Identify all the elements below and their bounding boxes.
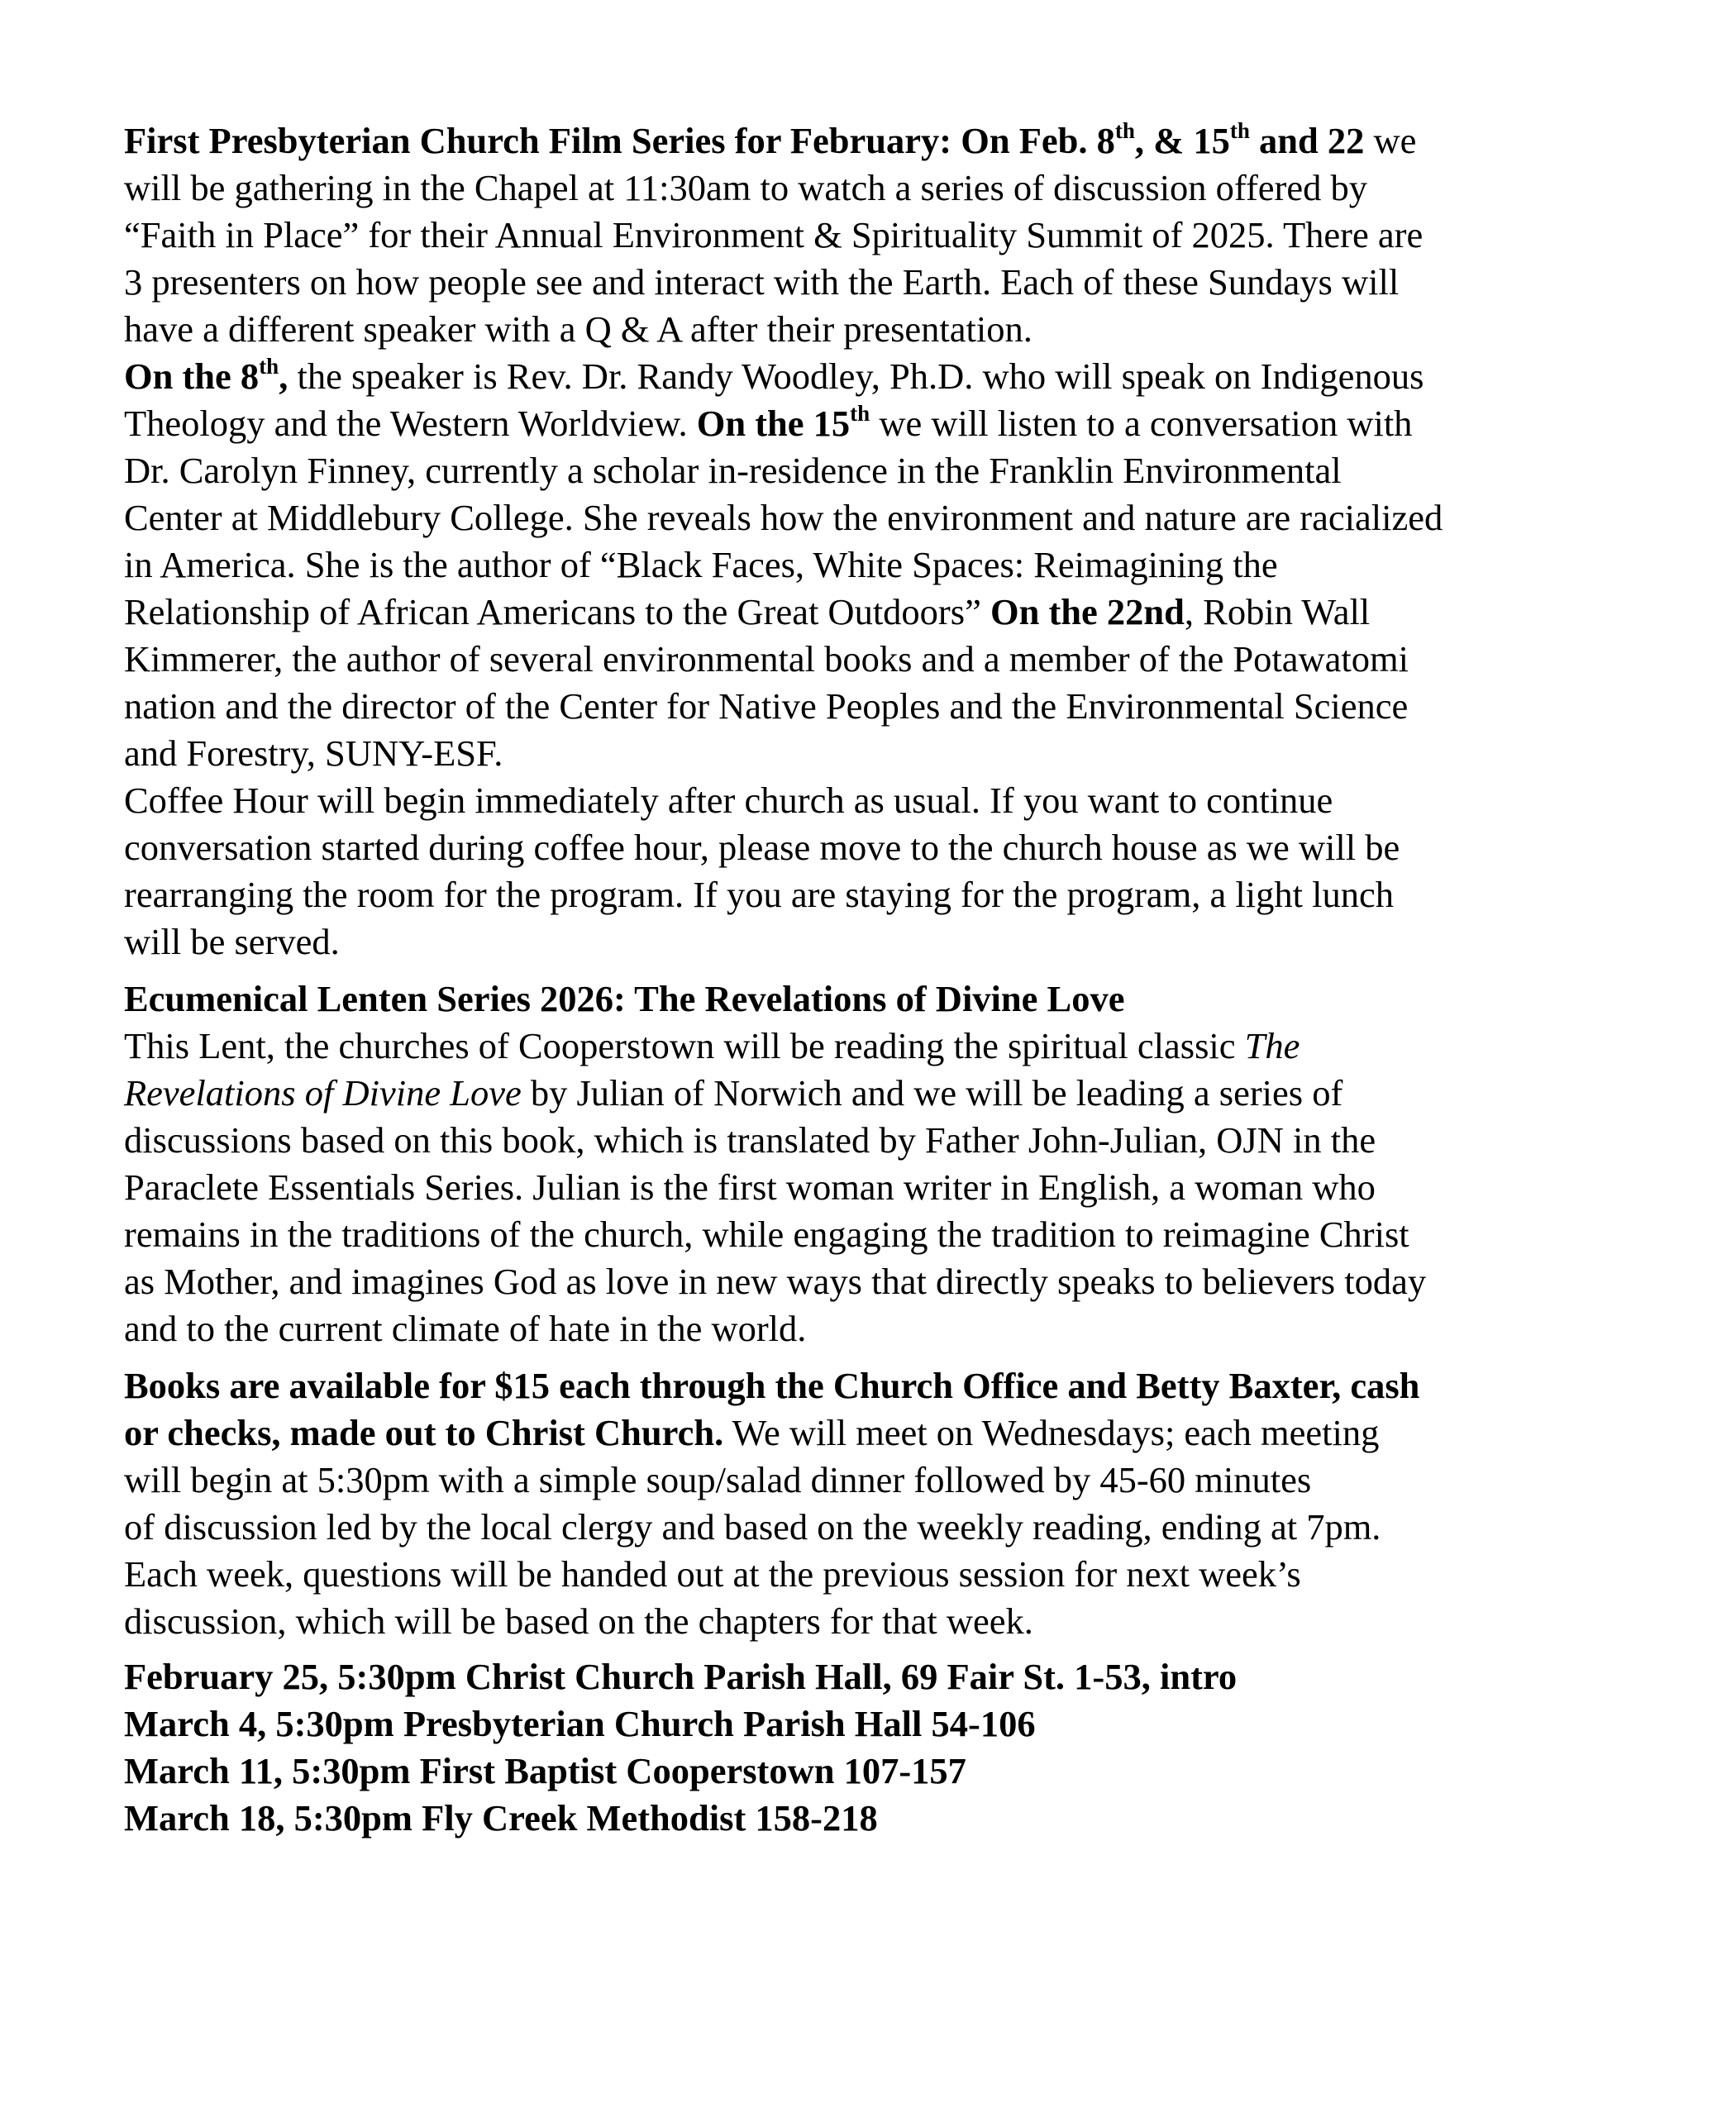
- film-line-6: On the 8th, the speaker is Rev. Dr. Randy Woodley, Ph.D. who will speak on Indigenous: [124, 354, 1424, 397]
- film-line-13: nation and the director of the Center for Native Peoples and the Environmental Science: [124, 685, 1409, 727]
- books-line-2: or checks, made out to Christ Church. We will meet on Wednesdays; each meeting: [124, 1412, 1380, 1453]
- schedule-item: March 11, 5:30pm First Baptist Cooperstown 107-157: [124, 1750, 966, 1791]
- date-label-15th: On the 15th: [696, 401, 870, 444]
- film-line-3: “Faith in Place” for their Annual Environment & Spirituality Summit of 2025. There are: [124, 214, 1424, 255]
- film-line-14: and Forestry, SUNY-ESF.: [124, 732, 503, 774]
- film-series-section: [124, 117, 1612, 966]
- book-title-end: Revelations of Divine Love: [124, 1072, 522, 1114]
- books-line-6: discussion, which will be based on the chapters for that week.: [124, 1600, 1033, 1642]
- lenten-series-section: [124, 975, 1612, 1352]
- film-line-1: First Presbyterian Church Film Series for February: On Feb. 8th, & 15th and 22 we: [124, 118, 1417, 161]
- lenten-line-2: Revelations of Divine Love by Julian of Norwich and we will be leading a series of: [124, 1072, 1343, 1114]
- lenten-line-7: and to the current climate of hate in the world.: [124, 1308, 807, 1349]
- film-line-5: have a different speaker with a Q & A after their presentation.: [124, 308, 1033, 350]
- schedule-item: February 25, 5:30pm Christ Church Parish Hall, 69 Fair St. 1-53, intro: [124, 1656, 1238, 1697]
- date-label-22nd: On the 22nd: [990, 591, 1185, 632]
- books-section: [124, 1362, 1612, 1645]
- film-line-7: Theology and the Western Worldview. On the 15th we will listen to a conversation with: [124, 401, 1413, 444]
- film-line-8: Dr. Carolyn Finney, currently a scholar in-residence in the Franklin Environmental: [124, 450, 1342, 491]
- film-line-16: conversation started during coffee hour, please move to the church house as we will be: [124, 827, 1400, 868]
- lenten-line-4: Paraclete Essentials Series. Julian is the first woman writer in English, a woman who: [124, 1166, 1376, 1208]
- film-line-12: Kimmerer, the author of several environmental books and a member of the Potawatomi: [124, 638, 1409, 680]
- film-line-10: in America. She is the author of “Black Faces, White Spaces: Reimagining the: [124, 544, 1278, 585]
- lenten-heading: Ecumenical Lenten Series 2026: The Revelations of Divine Love: [124, 978, 1125, 1019]
- film-line-17: rearranging the room for the program. If you are staying for the program, a light lunch: [124, 874, 1394, 915]
- film-line-15: Coffee Hour will begin immediately after church as usual. If you want to continue: [124, 780, 1333, 821]
- books-line-3: will begin at 5:30pm with a simple soup/salad dinner followed by 45-60 minutes: [124, 1459, 1312, 1500]
- lenten-line-6: as Mother, and imagines God as love in new ways that directly speaks to believers today: [124, 1261, 1427, 1302]
- film-line-18: will be served.: [124, 921, 340, 962]
- books-line-4: of discussion led by the local clergy and based on the weekly reading, ending at 7pm.: [124, 1506, 1381, 1548]
- lenten-line-3: discussions based on this book, which is translated by Father John-Julian, OJN in the: [124, 1119, 1376, 1161]
- lenten-line-1: This Lent, the churches of Cooperstown will be reading the spiritual classic The: [124, 1025, 1300, 1066]
- books-bold-end: or checks, made out to Christ Church.: [124, 1412, 724, 1453]
- schedule-item: March 18, 5:30pm Fly Creek Methodist 158-218: [124, 1797, 878, 1839]
- books-line-1: Books are available for $15 each through the Church Office and Betty Baxter, cash: [124, 1365, 1420, 1406]
- schedule-item: March 4, 5:30pm Presbyterian Church Parish Hall 54-106: [124, 1703, 1036, 1744]
- film-line-11: Relationship of African Americans to the Great Outdoors” On the 22nd, Robin Wall: [124, 591, 1371, 632]
- film-line-4: 3 presenters on how people see and interact with the Earth. Each of these Sundays will: [124, 261, 1400, 303]
- film-line-9: Center at Middlebury College. She reveals how the environment and nature are racialized: [124, 497, 1443, 538]
- newsletter-page: [124, 117, 1612, 1842]
- schedule-list: [124, 1653, 1612, 1842]
- film-line-2: will be gathering in the Chapel at 11:30am to watch a series of discussion offered by: [124, 167, 1367, 208]
- date-label-8th: On the 8th,: [124, 354, 289, 397]
- book-title-start: The: [1244, 1025, 1300, 1066]
- film-heading: First Presbyterian Church Film Series for February: On Feb. 8th, & 15th and 22: [124, 118, 1365, 161]
- books-line-5: Each week, questions will be handed out at the previous session for next week’s: [124, 1553, 1301, 1595]
- lenten-line-5: remains in the traditions of the church, while engaging the tradition to reimagine Christ: [124, 1214, 1409, 1255]
